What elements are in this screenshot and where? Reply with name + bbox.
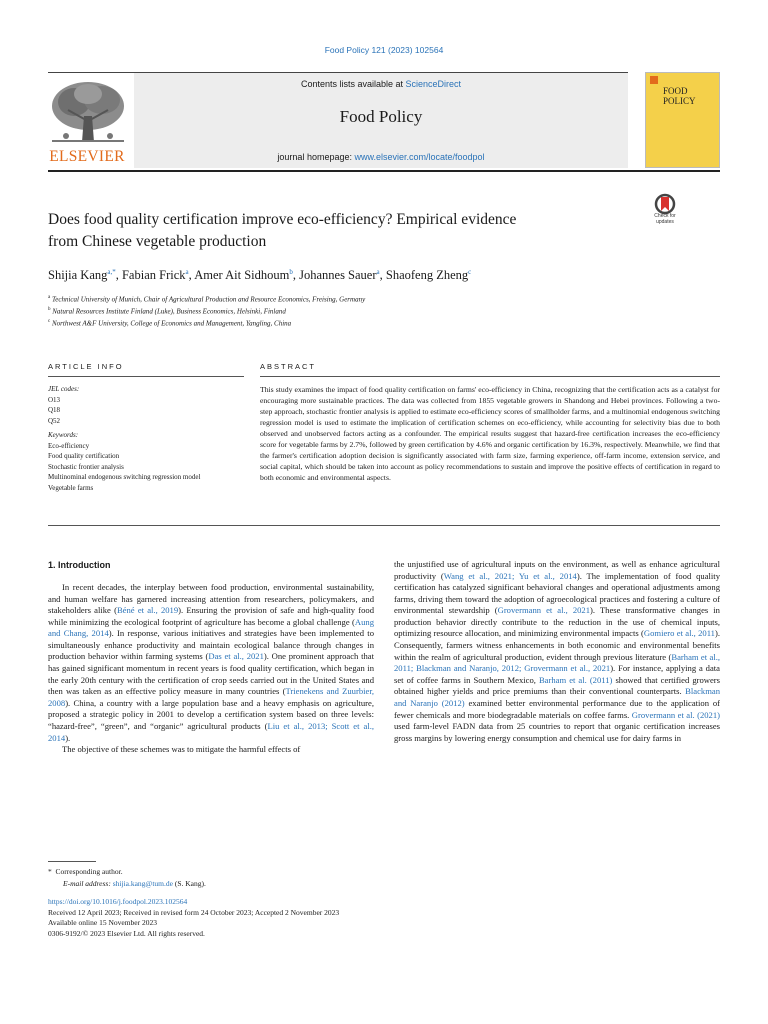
citation-link[interactable]: Grovermann et al., 2021 bbox=[497, 605, 591, 616]
jel-label: JEL codes: bbox=[48, 385, 80, 393]
body-column-left bbox=[48, 582, 374, 756]
cover-mark bbox=[650, 76, 658, 84]
article-info-rule bbox=[48, 376, 244, 377]
email-label: E-mail address: bbox=[63, 879, 111, 888]
email-suffix: (S. Kang). bbox=[172, 879, 206, 888]
author-affil-mark[interactable]: a bbox=[185, 268, 189, 276]
journal-citation[interactable]: Food Policy 121 (2023) 102564 bbox=[324, 45, 444, 55]
journal-homepage bbox=[134, 152, 628, 162]
abstract-text: This study examines the impact of food quality certification on farms' eco-efficiency in China, recognizing that the certification acts as a catalyst for encouraging more sustainable practices. The data was collected from 1855 vegetable growers in Shandong and Hebei provinces. Following a two-step approach, stochastic frontier analysis is applied to estimate eco-efficiency scores of smallholder farms, and a multinomial endogenous switching regression model is used to estimate the implication of certification schemes on eco-efficiency, while accounting for selectivity bias due to both observed and unobserved factors acting as a confounder. The empirical results suggest that hazard-free certification increases the eco-efficiency score for vegetable farms by 2.7%, followed by green certification by 4.6% and organic certification by 16.3%, respectively. Meanwhile, we find that the farmer's certification adoption decision is significantly associated with farm size, farming experience, off-farm income, extension service, and social capital, which should be taken into account as policy recommendations to sustain and improve the positive effects of certification in regard to both economic and environmental aspects. bbox=[260, 385, 720, 483]
cover-title-line1: FOOD bbox=[663, 86, 688, 96]
copyright: 0306-9192/© 2023 Elsevier Ltd. All rights reserved. bbox=[48, 928, 205, 938]
affiliation-text: Technical University of Munich, Chair of Agricultural Production and Resource Economics, Freising, Germany bbox=[51, 295, 366, 304]
citation-link[interactable]: Liu et al., 2013; Scott et al., 2014 bbox=[48, 720, 375, 743]
citation-link[interactable]: Blackman and Naranjo (2012) bbox=[394, 686, 720, 708]
intro-paragraph-1: In recent decades, the interplay between food production, environmental sustainability, and human welfare has garnered increasing attention from researchers, policymakers, and stakeholders alike (Béné et al., 2019). Ensuring the provision of safe and high-quality food while minimizing the ecological footprint of agriculture has become a global challenge (Aung and Chang, 2014). In response, various initiatives and strategies have been implemented to simultaneously enhance productivity and maintain ecological balance through changes in production behavior within farming systems (Das et al., 2021). One prominent approach that has gained significant momentum in recent years is food quality certification, which began in the early 20th century with the certification of crop seeds carried out in the United States and then was taken as an effective policy measure in many countries (Trienekens and Zuurbier, 2008). China, a country with a large population base and a heavy emphasis on agriculture, proposed a strategic policy in 2001 to develop a certification system based on three levels: “hazard-free”, “green”, and “organic” agricultural products (Liu et al., 2013; Scott et al., 2014). bbox=[48, 582, 375, 743]
keyword: Eco-efficiency bbox=[48, 441, 90, 450]
affiliation-text: Natural Resources Institute Finland (Luke), Business Economics, Helsinki, Finland bbox=[52, 307, 286, 316]
intro-paragraph-3: the unjustified use of agricultural inputs on the environment, as well as enhance agricultural productivity (Wang et al., 2021; Yu et al., 2014). The implementation of food quality certification has catalyzed significant behavioral changes and operational adjustments among farms, driving them toward the adoption of agroecological practices and fostering a culture of environmental stewardship (Grovermann et al., 2021). These transformative changes in production behavior directly contribute to the reduction in the use of chemical inputs, optimizing resource allocation, and minimizing environmental impacts (Gomiero et al., 2011). Consequently, farmers witness enhancements in both economic and environmental benefits within the realm of agricultural production, evident through previous literature (Barham et al., 2011; Blackman and Naranjo, 2012; Grovermann et al., 2021). For instance, applying a data set of coffee farms in Southern Mexico, Barham et al. (2011) showed that certified growers obtained higher yields and price premiums than their conventional counterparts. Blackman and Naranjo (2012) examined better environmental performance due to the application of fewer chemicals and more biodegradable materials on coffee farms. Grovermann et al. (2021) used farm-level FADN data from 25 countries to report that organic certification increases gross margins by lowering energy consumption and chemical use for dairy farms in bbox=[394, 559, 721, 743]
publication-info bbox=[48, 897, 720, 939]
journal-title: Food Policy bbox=[339, 107, 423, 126]
author-affil-mark[interactable]: a bbox=[376, 268, 380, 276]
keyword: Vegetable farms bbox=[48, 483, 94, 492]
citation-link[interactable]: Gomiero et al., 2011 bbox=[643, 628, 715, 639]
homepage-prefix: journal homepage: bbox=[277, 152, 355, 162]
citation-link[interactable]: Grovermann et al. (2021) bbox=[631, 709, 721, 720]
citation-link[interactable]: Wang et al., 2021; Yu et al., 2014 bbox=[443, 570, 577, 581]
citation-link[interactable]: Barham et al., 2011; Blackman and Naranjo, 2012; Grovermann et al., 2021 bbox=[394, 651, 721, 674]
affiliation-text: Northwest A&F University, College of Economics and Management, Yangling, China bbox=[51, 319, 292, 328]
article-info-heading: ARTICLE INFO bbox=[48, 362, 124, 371]
check-label-line1: Check for bbox=[654, 213, 676, 219]
abstract-heading: ABSTRACT bbox=[260, 362, 317, 371]
corresponding-author-note: Corresponding author. bbox=[55, 867, 123, 876]
abstract-divider bbox=[48, 525, 720, 526]
homepage-link[interactable]: www.elsevier.com/locate/foodpol bbox=[354, 152, 485, 162]
affiliation bbox=[48, 295, 365, 303]
elsevier-wordmark: ELSEVIER bbox=[49, 148, 125, 165]
citation-link[interactable]: Barham et al. (2011) bbox=[538, 674, 613, 685]
jel-code: Q18 bbox=[48, 406, 61, 414]
affiliation-mark: b bbox=[48, 307, 51, 312]
contents-prefix: Contents lists available at bbox=[300, 79, 406, 89]
body-column-right bbox=[394, 559, 720, 744]
abstract-rule bbox=[260, 376, 720, 377]
affiliation bbox=[48, 307, 286, 315]
keywords-label: Keywords: bbox=[48, 431, 79, 439]
keyword: Food quality certification bbox=[48, 452, 120, 460]
masthead-divider bbox=[48, 170, 720, 172]
cover-title-line2: POLICY bbox=[663, 96, 696, 106]
footnote-rule bbox=[48, 861, 96, 862]
author-affil-mark[interactable]: c bbox=[468, 268, 472, 276]
title-line-2: from Chinese vegetable production bbox=[48, 233, 267, 250]
section-heading: 1. Introduction bbox=[48, 560, 111, 570]
cover-title bbox=[663, 86, 696, 106]
author-name: Amer Ait Sidhoum bbox=[194, 268, 290, 283]
affiliation bbox=[48, 319, 291, 327]
author-affil-mark[interactable]: a,* bbox=[107, 268, 116, 276]
article-info bbox=[48, 384, 238, 493]
jel-code: O13 bbox=[48, 395, 61, 404]
jel-code: Q52 bbox=[48, 416, 61, 425]
affiliation-mark: c bbox=[48, 319, 51, 324]
citation-link[interactable]: Trienekens and Zuurbier, 2008 bbox=[48, 686, 374, 708]
check-for-updates-label[interactable] bbox=[645, 213, 685, 225]
received-dates: Received 12 April 2023; Received in revised form 24 October 2023; Accepted 2 November 2023 bbox=[48, 907, 340, 917]
footnote-star: * bbox=[48, 867, 52, 876]
author-name: Fabian Frick bbox=[121, 268, 186, 283]
footnotes bbox=[48, 866, 720, 890]
title-line-1: Does food quality certification improve eco-efficiency? Empirical evidence bbox=[48, 211, 517, 228]
available-online: Available online 15 November 2023 bbox=[48, 918, 157, 927]
author-name: Shaofeng Zheng bbox=[385, 268, 469, 283]
author-name: Johannes Sauer bbox=[299, 268, 377, 283]
sciencedirect-link[interactable]: ScienceDirect bbox=[405, 79, 462, 89]
email-link[interactable]: shijia.kang@tum.de bbox=[112, 879, 173, 888]
citation-link[interactable]: Das et al., 2021 bbox=[208, 651, 264, 662]
check-label-line2: updates bbox=[656, 219, 674, 225]
citation-link[interactable]: Aung and Chang, 2014 bbox=[48, 616, 374, 639]
keyword: Stochastic frontier analysis bbox=[48, 462, 124, 471]
author-list: Shijia Kang$^{a,*}$, Fabian Frick$^a$, Amer Ait Sidhoum$^b$, Johannes Sauer$^a$, Shaofeng Zheng$^c$ bbox=[48, 268, 472, 283]
paper-title bbox=[48, 209, 628, 253]
contents-availability bbox=[134, 79, 628, 89]
intro-paragraph-2: The objective of these schemes was to mitigate the harmful effects of bbox=[62, 744, 301, 755]
citation-link[interactable]: Béné et al., 2019 bbox=[116, 605, 179, 616]
author-name: Shijia Kang bbox=[48, 268, 108, 283]
keyword: Multinominal endogenous switching regression model bbox=[48, 473, 201, 481]
masthead-rule bbox=[48, 72, 628, 73]
author-affil-mark[interactable]: b bbox=[289, 268, 293, 276]
doi-link[interactable]: https://doi.org/10.1016/j.foodpol.2023.102564 bbox=[48, 897, 188, 906]
affiliation-mark: a bbox=[48, 295, 51, 300]
